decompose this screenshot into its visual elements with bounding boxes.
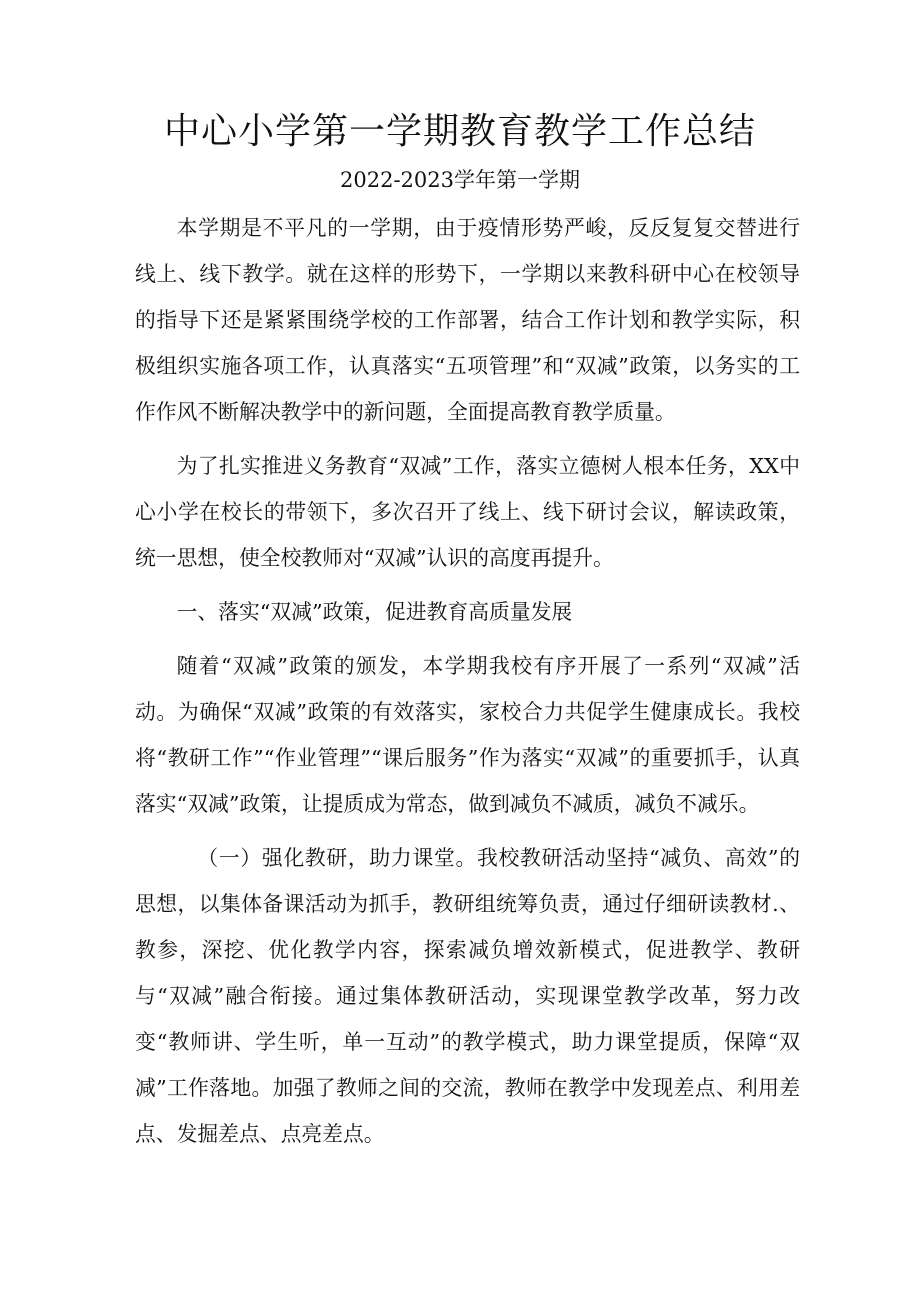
document-subtitle: 2022-2023学年第一学期: [340, 168, 580, 192]
paragraph-teaching-research: （一）强化教研，助力课堂。我校教研活动坚持“减负、高效”的思想，以集体备课活动为抓手，教研组统筹负责，通过仔细研读教材.、教参，深挖、优化教学内容，探索减负增效新模式，促进教学、教研与“双减”融合衔接。通过集体教研活动，实现课堂教学改革，努力改变“教师讲、学生听，单一互动”的教学模式，助力课堂提质，保障“双减”工作落地。加强了教师之间的交流，教师在教学中发现差点、利用差点、发掘差点、点亮差点。: [135, 846, 800, 1146]
paragraph-activities: 随着“双减”政策的颁发，本学期我校有序开展了一系列“双减”活动。为确保“双减”政策的有效落实，家校合力共促学生健康成长。我校将“教研工作”“作业管理”“课后服务”作为落实“双减”的重要抓手，认真落实“双减”政策，让提质成为常态，做到减负不减质，减负不减乐。: [135, 654, 800, 816]
section-heading: 一、落实“双减”政策，促进教育高质量发展: [176, 600, 573, 624]
document-title: 中心小学第一学期教育教学工作总结: [163, 111, 756, 152]
paragraph-double-reduction: 为了扎实推进义务教育“双减”工作，落实立德树人根本任务，XX中心小学在校长的带领下，多次召开了线上、线下研讨会议，解读政策，统一思想，使全校教师对“双减”认识的高度再提升。: [135, 454, 800, 570]
paragraph-intro: 本学期是不平凡的一学期，由于疫情形势严峻，反反复复交替进行线上、线下教学。就在这样的形势下，一学期以来教科研中心在校领导的指导下还是紧紧围绕学校的工作部署，结合工作计划和教学实际，积极组织实施各项工作，认真落实“五项管理”和“双减”政策，以务实的工作作风不断解决教学中的新问题，全面提高教育教学质量。: [135, 216, 800, 424]
document-body: [135, 205, 800, 1165]
